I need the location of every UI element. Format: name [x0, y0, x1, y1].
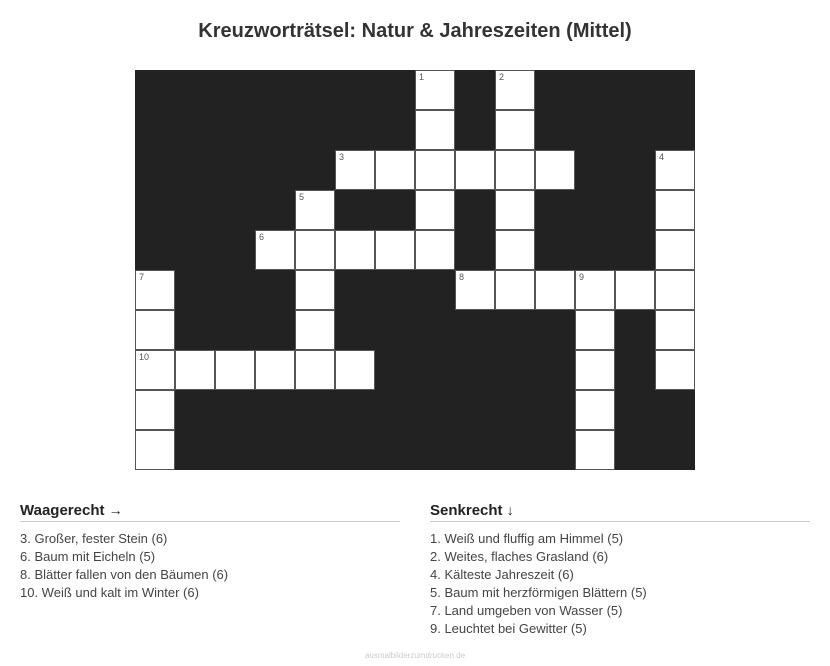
down-clue-list — [430, 530, 810, 638]
clue-number: 4 — [659, 152, 665, 162]
grid-cell[interactable] — [135, 270, 175, 310]
grid-cell[interactable] — [575, 270, 615, 310]
grid-cell[interactable] — [255, 230, 295, 270]
grid-cell[interactable] — [415, 70, 455, 110]
clue-number: 3 — [339, 152, 345, 162]
clue-number: 10 — [139, 352, 150, 362]
grid-cell[interactable] — [295, 310, 335, 350]
grid-cell[interactable] — [495, 150, 535, 190]
grid-cell[interactable] — [135, 390, 175, 430]
right-arrow-icon: → — [108, 502, 123, 518]
down-arrow-icon: ↓ — [506, 502, 514, 518]
page-title: Kreuzworträtsel: Natur & Jahreszeiten (Mittel) — [198, 20, 632, 42]
grid-cell[interactable] — [655, 310, 695, 350]
grid-cell[interactable] — [495, 270, 535, 310]
grid-cell[interactable] — [455, 150, 495, 190]
across-heading — [20, 502, 400, 522]
grid-cell[interactable] — [575, 310, 615, 350]
clue-number: 6 — [259, 232, 265, 242]
grid-cell[interactable] — [295, 270, 335, 310]
clue-item: 5. Baum mit herzförmigen Blättern (5) — [430, 585, 647, 600]
grid-cell[interactable] — [295, 190, 335, 230]
clue-number: 7 — [139, 272, 145, 282]
grid-cell[interactable] — [375, 150, 415, 190]
grid-cell[interactable] — [175, 350, 215, 390]
grid-cell[interactable] — [415, 230, 455, 270]
clue-number: 9 — [579, 272, 585, 282]
grid-cell[interactable] — [655, 350, 695, 390]
clue-item: 1. Weiß und fluffig am Himmel (5) — [430, 531, 624, 546]
grid-cell[interactable] — [295, 230, 335, 270]
clue-number: 5 — [299, 192, 305, 202]
across-clue-list — [20, 530, 400, 602]
across-heading-label: Waagerecht — [20, 502, 105, 519]
grid-cell[interactable] — [655, 190, 695, 230]
clue-item: 2. Weites, flaches Grasland (6) — [430, 549, 609, 564]
grid-cell[interactable] — [535, 150, 575, 190]
grid-cell[interactable] — [415, 150, 455, 190]
down-clues-panel — [430, 502, 810, 638]
crossword-grid — [135, 70, 695, 470]
grid-cell[interactable] — [575, 430, 615, 470]
down-heading-label: Senkrecht — [430, 502, 503, 519]
grid-cell[interactable] — [335, 230, 375, 270]
grid-cell[interactable] — [655, 150, 695, 190]
footer-credit: ausmalbilderzumdrucken.de — [364, 651, 466, 660]
grid-cell[interactable] — [335, 150, 375, 190]
grid-cell[interactable] — [415, 110, 455, 150]
grid-cell[interactable] — [375, 230, 415, 270]
clue-item: 3. Großer, fester Stein (6) — [20, 531, 168, 546]
clue-number: 1 — [419, 72, 425, 82]
grid-cell[interactable] — [415, 190, 455, 230]
clue-item: 4. Kälteste Jahreszeit (6) — [430, 567, 574, 582]
clue-item: 7. Land umgeben von Wasser (5) — [430, 603, 623, 618]
grid-cell[interactable] — [575, 350, 615, 390]
clue-item: 9. Leuchtet bei Gewitter (5) — [430, 621, 587, 636]
grid-cell[interactable] — [495, 110, 535, 150]
grid-cell[interactable] — [255, 350, 295, 390]
grid-cell[interactable] — [135, 310, 175, 350]
grid-cell[interactable] — [215, 350, 255, 390]
grid-cell[interactable] — [655, 230, 695, 270]
grid-cell[interactable] — [615, 270, 655, 310]
grid-cell[interactable] — [655, 270, 695, 310]
grid-cell[interactable] — [535, 270, 575, 310]
grid-cell[interactable] — [135, 430, 175, 470]
clue-item: 6. Baum mit Eicheln (5) — [20, 549, 156, 564]
grid-cell[interactable] — [455, 270, 495, 310]
grid-cell[interactable] — [135, 350, 175, 390]
clue-item: 10. Weiß und kalt im Winter (6) — [20, 585, 199, 600]
down-heading — [430, 502, 810, 522]
grid-cell[interactable] — [495, 70, 535, 110]
clue-item: 8. Blätter fallen von den Bäumen (6) — [20, 567, 229, 582]
grid-cell[interactable] — [295, 350, 335, 390]
grid-cell[interactable] — [495, 190, 535, 230]
clue-number: 8 — [459, 272, 465, 282]
grid-cell[interactable] — [335, 350, 375, 390]
grid-cell[interactable] — [495, 230, 535, 270]
clue-number: 2 — [499, 72, 505, 82]
across-clues-panel — [20, 502, 400, 602]
grid-cell[interactable] — [575, 390, 615, 430]
